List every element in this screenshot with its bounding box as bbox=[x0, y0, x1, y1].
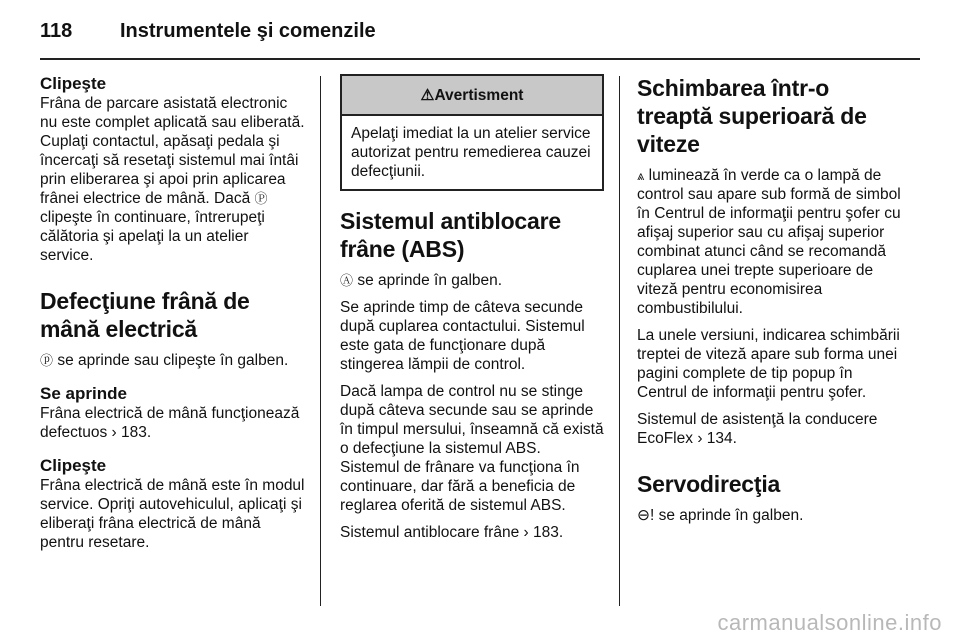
paragraph-abs-1: Ⓐ se aprinde în galben. bbox=[340, 272, 503, 289]
page-header bbox=[40, 16, 920, 52]
page-number: 118 bbox=[40, 20, 73, 42]
section-heading-defect: Defecţiune frână de mână electrică bbox=[40, 288, 250, 342]
power-steering-icon: ⊖! bbox=[637, 507, 655, 524]
section-heading-shift: Schimbarea într-o treaptă superioară de viteze bbox=[637, 75, 867, 157]
paragraph-clipeste: Frâna de parcare asistată electronic nu este complet aplicată sau eliberată. Cuplaţi contactul, apăsaţi pedala şi încercaţi să resetaţi sistemul mai întâi prin eliberarea şi apoi prin aplicarea frânei electrice de mână. Dacă Ⓟ clipeşte în continuare, întrerupeţi călătoria şi apelaţi la un atelier service. bbox=[40, 95, 305, 264]
section-heading-clipeste: Clipeşte bbox=[40, 74, 107, 93]
warning-icon: ⚠ bbox=[420, 86, 435, 104]
column-2 bbox=[340, 74, 604, 550]
electric-brake-icon: ⓟ bbox=[40, 353, 54, 368]
abs-icon: Ⓐ bbox=[340, 273, 354, 288]
paragraph-defect: ⓟ se aprinde sau clipeşte în galben. bbox=[40, 352, 289, 369]
column-3 bbox=[637, 74, 903, 533]
chapter-title: Instrumentele şi comenzile bbox=[120, 20, 376, 42]
header-divider bbox=[40, 58, 920, 60]
watermark: carmanualsonline.info bbox=[717, 610, 942, 635]
paragraph-shift-3: Sistemul de asistenţă la conducere EcoFlex › 134. bbox=[637, 411, 878, 447]
warning-header bbox=[342, 76, 602, 116]
column-divider-1 bbox=[320, 76, 321, 606]
column-1 bbox=[40, 74, 306, 560]
paragraph-abs-2: Se aprinde timp de câteva secunde după cuplarea contactului. Sistemul este gata de funcţionare după stingerea lămpii de control. bbox=[340, 299, 585, 373]
section-heading-clipeste-2: Clipeşte bbox=[40, 456, 107, 475]
section-heading-se-aprinde: Se aprinde bbox=[40, 384, 127, 403]
paragraph-se-aprinde: Frâna electrică de mână funcţionează defectuos › 183. bbox=[40, 405, 300, 441]
section-heading-abs: Sistemul antiblocare frâne (ABS) bbox=[340, 208, 561, 262]
column-divider-2 bbox=[619, 76, 620, 606]
warning-title: Avertisment bbox=[434, 86, 524, 104]
page-reference-icon: › bbox=[111, 424, 117, 441]
paragraph-shift-2: La unele versiuni, indicarea schimbării treptei de viteză apare sub forma unei pagini complete de tip popup în Centrul de informaţii pentru şofer. bbox=[637, 327, 900, 401]
paragraph-abs-4: Sistemul antiblocare frâne › 183. bbox=[340, 524, 564, 541]
paragraph-servo: ⊖! se aprinde în galben. bbox=[637, 507, 804, 524]
section-heading-servo: Servodirecţia bbox=[637, 471, 781, 497]
parking-brake-icon: Ⓟ bbox=[254, 191, 268, 206]
paragraph-shift-1: ⩓ luminează în verde ca o lampă de control sau apare sub formă de simbol în Centrul de informaţii pentru şofer cu afişaj superior sau cu afişaj superior combinat atunci când se recomandă cuplarea unei trepte superioare de viteză pentru economisirea combustibilului. bbox=[637, 167, 901, 317]
gear-shift-up-icon: ⩓ bbox=[637, 168, 645, 183]
warning-box bbox=[340, 74, 604, 191]
paragraph-clipeste-2: Frâna electrică de mână este în modul service. Opriţi autovehiculul, aplicaţi şi eliberaţi frâna electrică de mână pentru resetare. bbox=[40, 477, 305, 551]
paragraph-abs-3: Dacă lampa de control nu se stinge după câteva secunde sau se aprinde în timpul mersului, înseamnă că există o defecţiune la sistemul ABS. Sistemul de frânare va funcţiona în continuare, dar fără a beneficia de reglarea oferită de sistemul ABS. bbox=[340, 383, 604, 514]
warning-text: Apelaţi imediat la un atelier service autorizat pentru remedierea cauzei defecţiunii. bbox=[351, 125, 591, 180]
page-reference-icon: › bbox=[523, 524, 529, 541]
page-reference-icon: › bbox=[697, 430, 703, 447]
